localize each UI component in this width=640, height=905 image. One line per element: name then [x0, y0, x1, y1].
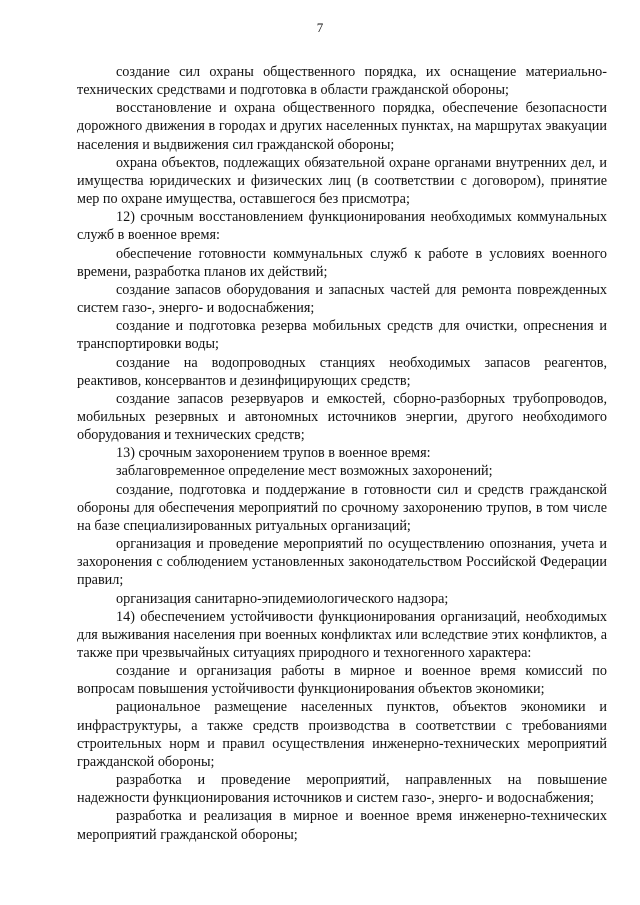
document-body: [77, 63, 607, 844]
paragraph: разработка и реализация в мирное и военное время инженерно-технических мероприятий гражданской обороны;: [77, 808, 607, 843]
paragraph: разработка и проведение мероприятий, направленных на повышение надежности функционирования источников и систем газо-, энерго- и водоснабжения;: [77, 772, 607, 807]
paragraph: создание и подготовка резерва мобильных средств для очистки, опреснения и транспортировки воды;: [77, 318, 607, 353]
paragraph: создание на водопроводных станциях необходимых запасов реагентов, реактивов, консервантов и дезинфицирующих средств;: [77, 354, 607, 389]
paragraph: охрана объектов, подлежащих обязательной охране органами внутренних дел, и имущества юридических и физических лиц (в соответствии с договором), принятие мер по охране имущества, оставшегося без присмотра;: [77, 154, 607, 208]
paragraph: 14) обеспечением устойчивости функционирования организаций, необходимых для выживания населения при военных конфликтах или вследствие этих конфликтов, а также при чрезвычайных ситуациях природного и техногенного характера:: [77, 608, 607, 661]
paragraph: создание и организация работы в мирное и военное время комиссий по вопросам повышения устойчивости функционирования объектов экономики;: [77, 663, 607, 698]
paragraph: заблаговременное определение мест возможных захоронений;: [116, 463, 493, 480]
paragraph: организация и проведение мероприятий по осуществлению опознания, учета и захоронения с соблюдением установленных законодательством Российской Федерации правил;: [77, 536, 607, 589]
paragraph: создание сил охраны общественного порядка, их оснащение материально-технических средствами и подготовка в области гражданской обороны;: [77, 64, 607, 99]
paragraph: создание запасов оборудования и запасных частей для ремонта поврежденных систем газо-, энерго- и водоснабжения;: [77, 281, 607, 317]
paragraph: рациональное размещение населенных пунктов, объектов экономики и инфраструктуры, а также средств производства в соответствии с требованиями строительных норм и правил осуществления инженерно-технических мероприятий гражданской обороны;: [77, 699, 607, 770]
paragraph: организация санитарно-эпидемиологического надзора;: [116, 590, 449, 607]
paragraph: создание, подготовка и поддержание в готовности сил и средств гражданской обороны для обеспечения мероприятий по срочному захоронению трупов, в том числе на базе специализированных ритуальных организаций;: [77, 481, 607, 534]
paragraph: 12) срочным восстановлением функционирования необходимых коммунальных служб в военное время:: [77, 209, 607, 244]
paragraph: восстановление и охрана общественного порядка, обеспечение безопасности дорожного движения в городах и других населенных пунктах, на маршрутах эвакуации населения и выдвижения сил гражданской обороны;: [77, 100, 607, 153]
paragraph: 13) срочным захоронением трупов в военное время:: [116, 445, 431, 462]
paragraph: создание запасов резервуаров и емкостей, сборно-разборных трубопроводов, мобильных резервных и автономных источников энергии, другого необходимого оборудования и технических средств;: [77, 390, 607, 444]
page-number: 7: [316, 20, 324, 35]
paragraph: обеспечение готовности коммунальных служб к работе в условиях военного времени, разработка планов их действий;: [77, 245, 607, 280]
